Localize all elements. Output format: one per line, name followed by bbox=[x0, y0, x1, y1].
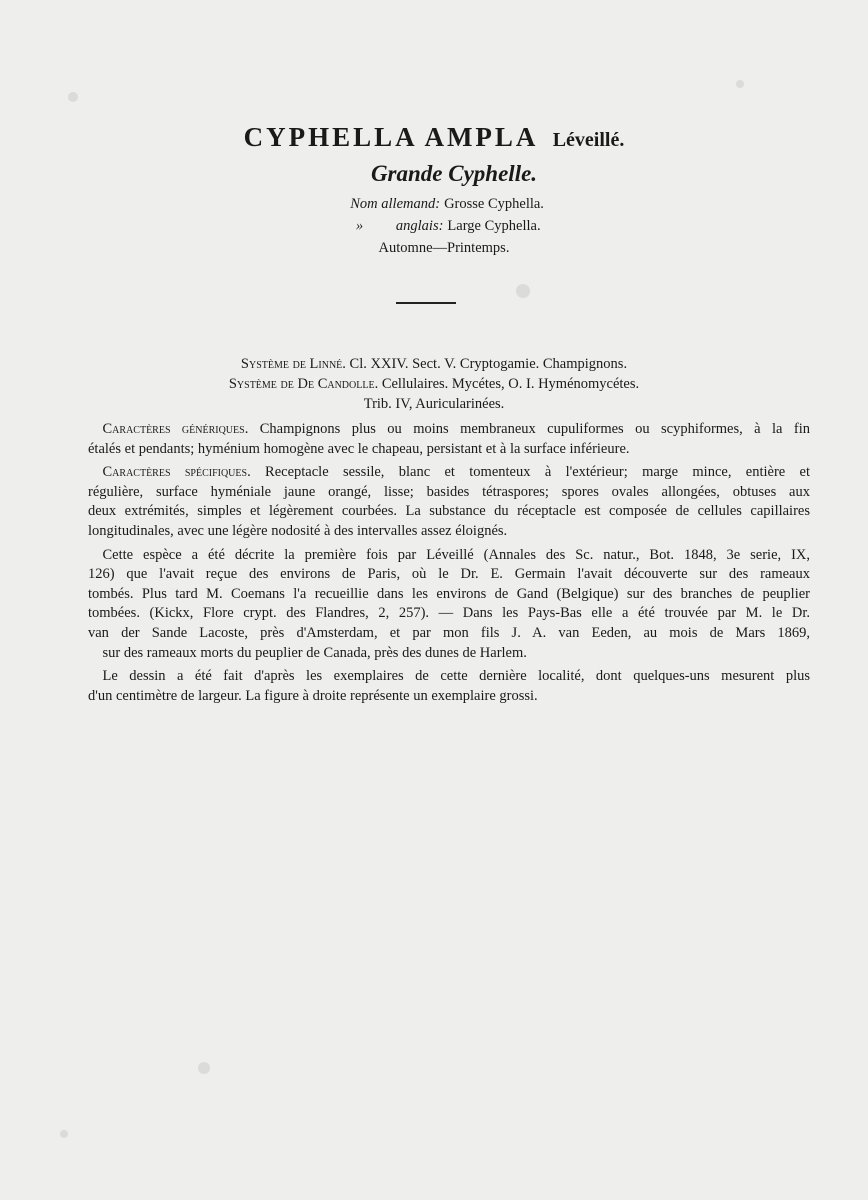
linne-system bbox=[0, 354, 868, 374]
paper-stain bbox=[736, 80, 744, 88]
specific-label: Caractères spécifiques. bbox=[102, 464, 251, 481]
page-title bbox=[0, 118, 868, 159]
species-author: Léveillé. bbox=[552, 129, 625, 151]
generic-characters: Caractères génériques. Champignons plus ou moins membraneux cupuliformes ou scyphiformes, à la fin étalés et pendants; hyménium homogène avec le chapeau, persistant et à la surface inférieure. bbox=[88, 421, 810, 457]
title-block bbox=[0, 118, 868, 259]
tribe: Trib. IV, Auricularinées. bbox=[363, 396, 505, 412]
candolle-text: Cellulaires. Mycétes, O. I. Hyménomycétes. bbox=[381, 376, 640, 392]
english-name-row bbox=[0, 215, 868, 237]
description-text bbox=[88, 420, 810, 710]
german-name-row bbox=[0, 193, 868, 215]
species-name: CYPHELLA AMPLA bbox=[243, 122, 537, 152]
common-names bbox=[0, 193, 868, 237]
generic-label: Caractères génériques. bbox=[102, 421, 249, 437]
classification-systems bbox=[0, 354, 868, 414]
paper-stain bbox=[198, 1062, 210, 1074]
candolle-system bbox=[0, 374, 868, 394]
history-paragraph: Cette espèce a été décrite la première fois par Léveillé (Annales des Sc. natur., Bot. 1848, 3e serie, IX, 126) que l'avait reçue des environs de Paris, où le Dr. E. Germain l'avait découverte sur des rameaux tombés. Plus tard M. Coemans l'a recueillie dans les environs de Gand (Belgique) sur des branches de peuplier tombées. (Kickx, Flore crypt. des Flandres, 2, 257). — Dans les Pays-Bas elle a été trouvée par M. le Dr. van der Sande Lacoste, près d'Amsterdam, et par mon fils J. A. van Eeden, au mois de Mars 1869, sur des rameaux morts du peuplier de Canada, près des dunes de Harlem. bbox=[88, 546, 810, 661]
french-name: Grande Cyphelle. bbox=[370, 161, 538, 186]
german-name-value: Grosse Cyphella. bbox=[444, 196, 544, 212]
linne-label: Système de Linné. bbox=[240, 356, 346, 372]
paper-stain bbox=[60, 1130, 68, 1138]
english-name-label: » anglais: bbox=[347, 215, 443, 237]
german-name-label: Nom allemand: bbox=[350, 196, 441, 212]
ditto-mark: » bbox=[355, 218, 364, 234]
paper-stain bbox=[68, 92, 78, 102]
season: Automne—Printemps. bbox=[378, 240, 510, 256]
candolle-label: Système de De Candolle. bbox=[228, 376, 379, 392]
specific-characters: Caractères spécifiques. Receptacle sessile, blanc et tomenteux à l'extérieur; marge mince, entière et régulière, surface hyméniale jaune orangé, lisse; basides tétraspores; spores ovales allongées, obtuses aux deux extrémités, simples et légèrement courbées. La substance du réceptacle est composée de cellules capillaires longitudinales, avec une légère nodosité à des intervalles assez éloignés. bbox=[88, 464, 811, 539]
linne-text: Cl. XXIV. Sect. V. Cryptogamie. Champignons. bbox=[349, 356, 628, 372]
english-name-value: Large Cyphella. bbox=[447, 218, 541, 234]
divider-rule bbox=[396, 302, 456, 304]
drawing-paragraph: Le dessin a été fait d'après les exemplaires de cette dernière localité, dont quelques-uns mesurent plus d'un centimètre de largeur. La figure à droite représente un exemplaire grossi. bbox=[88, 668, 810, 704]
paper-stain bbox=[516, 284, 530, 298]
